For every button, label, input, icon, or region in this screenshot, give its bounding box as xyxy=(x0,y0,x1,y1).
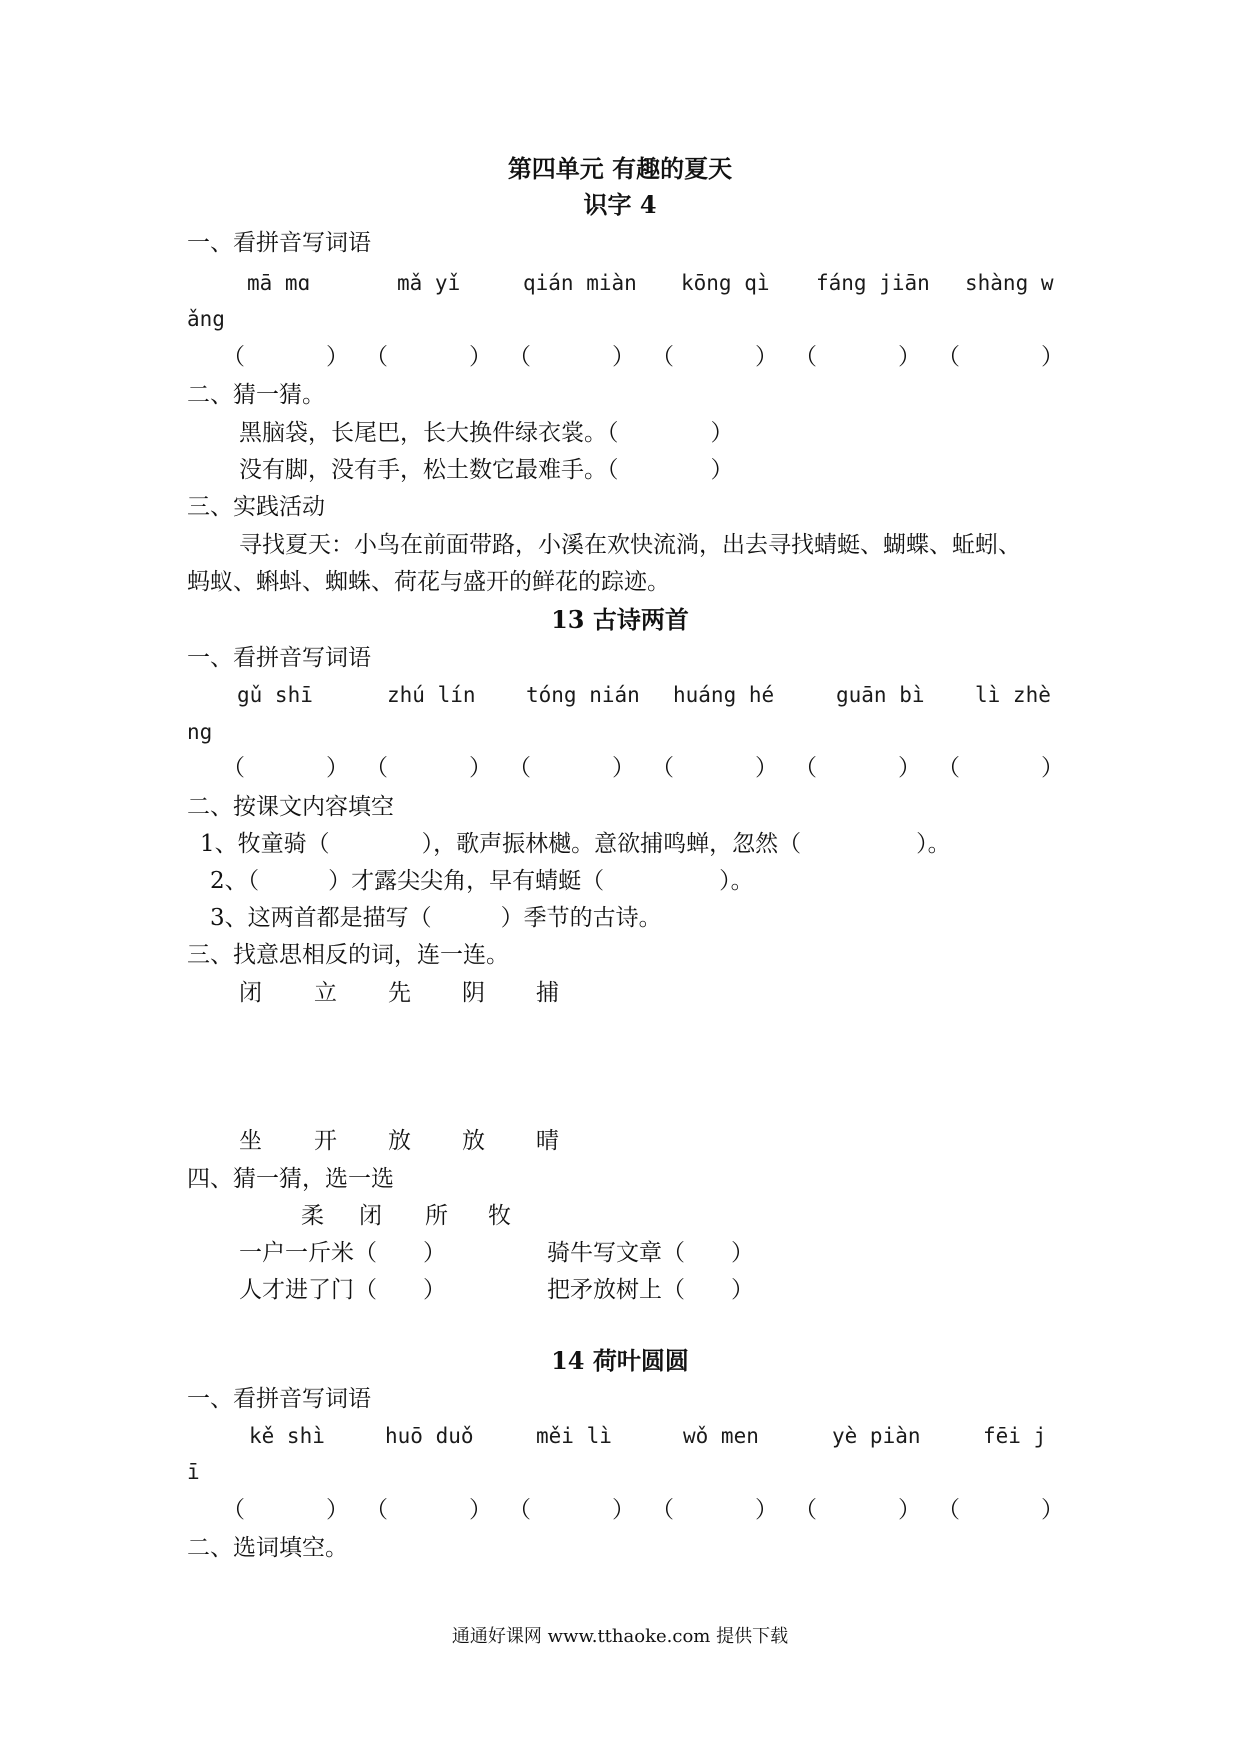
s1-answer-row-open-paren-3: （ xyxy=(508,344,531,370)
s2-answer-row-close-paren-4: ） xyxy=(755,755,778,781)
match-top-word-4[interactable]: 阴 xyxy=(462,980,485,1006)
s3-answer-row-close-paren-5: ） xyxy=(898,1497,921,1523)
s2-answer-row-open-paren-1: （ xyxy=(222,755,245,781)
s2-pinyin-1: gǔ shī xyxy=(237,683,313,707)
s1-pinyin-4: kōng qì xyxy=(681,271,770,295)
s1-pinyin-2: mǎ yǐ xyxy=(397,271,461,295)
s2-pinyin-7: ng xyxy=(187,720,213,744)
s2-pinyin-3: tóng nián xyxy=(526,683,640,707)
s2-riddle-2: 骑牛写文章（ ） xyxy=(547,1240,754,1266)
s3-answer-row-close-paren-2: ） xyxy=(469,1497,492,1523)
choice-char-4: 牧 xyxy=(488,1203,511,1229)
s3-pinyin-1: kě shì xyxy=(249,1424,325,1448)
match-bottom-word-2[interactable]: 开 xyxy=(314,1128,337,1154)
s3-q1-title: 一、看拼音写词语 xyxy=(187,1386,371,1412)
match-top-word-5[interactable]: 捕 xyxy=(536,980,559,1006)
match-top-word-2[interactable]: 立 xyxy=(314,980,337,1006)
choice-char-3: 所 xyxy=(425,1203,448,1229)
s1-riddle-2: 没有脚，没有手，松土数它最难手。（ ） xyxy=(239,457,734,483)
s3-pinyin-4: wǒ men xyxy=(683,1424,759,1448)
unit-title: 第四单元 有趣的夏天 xyxy=(507,154,733,183)
s1-q3-title: 三、实践活动 xyxy=(187,494,325,520)
s2-riddle-1: 一户一斤米（ ） xyxy=(239,1240,446,1266)
lesson-title-1: 识字 4 xyxy=(583,190,657,219)
s3-pinyin-6: fēi j xyxy=(983,1424,1047,1448)
match-top-word-3[interactable]: 先 xyxy=(388,980,411,1006)
s3-answer-row-close-paren-3: ） xyxy=(612,1497,635,1523)
s2-fill-2: 2、（ ）才露尖尖角，早有蜻蜓（ ）。 xyxy=(210,868,754,894)
s2-fill-3: 3、这两首都是描写（ ）季节的古诗。 xyxy=(210,905,662,931)
s2-answer-row-open-paren-5: （ xyxy=(794,755,817,781)
s2-riddle-4: 把矛放树上（ ） xyxy=(547,1277,754,1303)
s2-answer-row-close-paren-3: ） xyxy=(612,755,635,781)
s3-answer-row-close-paren-1: ） xyxy=(326,1497,349,1523)
s1-answer-row-open-paren-1: （ xyxy=(222,344,245,370)
s2-q2-title: 二、按课文内容填空 xyxy=(187,794,394,820)
s2-answer-row-open-paren-2: （ xyxy=(365,755,388,781)
s1-answer-row-close-paren-6: ） xyxy=(1041,344,1064,370)
s3-pinyin-2: huō duǒ xyxy=(385,1424,474,1448)
s2-answer-row-close-paren-1: ） xyxy=(326,755,349,781)
s3-answer-row-open-paren-1: （ xyxy=(222,1497,245,1523)
s2-pinyin-2: zhú lín xyxy=(387,683,476,707)
lesson-title-2: 13 古诗两首 xyxy=(551,605,689,634)
s3-answer-row-open-paren-2: （ xyxy=(365,1497,388,1523)
s1-answer-row-close-paren-3: ） xyxy=(612,344,635,370)
s1-q2-title: 二、猜一猜。 xyxy=(187,382,325,408)
choice-char-1: 柔 xyxy=(301,1203,324,1229)
s3-answer-row-close-paren-4: ） xyxy=(755,1497,778,1523)
s1-answer-row-close-paren-5: ） xyxy=(898,344,921,370)
s2-q3-title: 三、找意思相反的词，连一连。 xyxy=(187,942,509,968)
s2-answer-row-open-paren-6: （ xyxy=(937,755,960,781)
match-top-word-1[interactable]: 闭 xyxy=(239,980,262,1006)
s2-answer-row-close-paren-2: ） xyxy=(469,755,492,781)
s2-q4-title: 四、猜一猜，选一选 xyxy=(187,1166,394,1192)
s1-practice-line-1: 寻找夏天：小鸟在前面带路，小溪在欢快流淌，出去寻找蜻蜓、蝴蝶、蚯蚓、 xyxy=(239,532,1021,558)
choice-char-2: 闭 xyxy=(359,1203,382,1229)
s2-answer-row-close-paren-5: ） xyxy=(898,755,921,781)
s1-pinyin-1: mā mɑ xyxy=(247,271,311,295)
s2-answer-row-close-paren-6: ） xyxy=(1041,755,1064,781)
s1-pinyin-7: ǎng xyxy=(187,307,225,331)
s1-pinyin-5: fáng jiān xyxy=(816,271,930,295)
s2-q1-title: 一、看拼音写词语 xyxy=(187,645,371,671)
match-bottom-word-3[interactable]: 放 xyxy=(388,1128,411,1154)
s1-riddle-1: 黑脑袋，长尾巴，长大换件绿衣裳。（ ） xyxy=(239,420,734,446)
s1-answer-row-open-paren-6: （ xyxy=(937,344,960,370)
s3-answer-row-open-paren-3: （ xyxy=(508,1497,531,1523)
s1-answer-row-open-paren-5: （ xyxy=(794,344,817,370)
s3-q2-title: 二、选词填空。 xyxy=(187,1535,348,1561)
s3-pinyin-7: ī xyxy=(187,1460,200,1484)
s1-q1-title: 一、看拼音写词语 xyxy=(187,230,371,256)
s2-pinyin-5: guān bì xyxy=(836,683,925,707)
s2-pinyin-4: huáng hé xyxy=(673,683,775,707)
lesson-title-3: 14 荷叶圆圆 xyxy=(551,1346,689,1375)
match-bottom-word-4[interactable]: 放 xyxy=(462,1128,485,1154)
match-bottom-word-5[interactable]: 晴 xyxy=(536,1128,559,1154)
s1-answer-row-close-paren-1: ） xyxy=(326,344,349,370)
s1-practice-line-2: 蚂蚁、蝌蚪、蜘蛛、荷花与盛开的鲜花的踪迹。 xyxy=(187,569,670,595)
s2-answer-row-open-paren-3: （ xyxy=(508,755,531,781)
s1-pinyin-3: qián miàn xyxy=(523,271,637,295)
s1-answer-row-close-paren-4: ） xyxy=(755,344,778,370)
s2-answer-row-open-paren-4: （ xyxy=(651,755,674,781)
s3-answer-row-open-paren-5: （ xyxy=(794,1497,817,1523)
s3-pinyin-5: yè piàn xyxy=(832,1424,921,1448)
footer-credit: 通通好课网 www.tthaoke.com 提供下载 xyxy=(451,1626,789,1647)
s1-answer-row-open-paren-2: （ xyxy=(365,344,388,370)
s3-answer-row-open-paren-6: （ xyxy=(937,1497,960,1523)
s3-answer-row-open-paren-4: （ xyxy=(651,1497,674,1523)
s2-fill-1: 1、牧童骑（ ），歌声振林樾。意欲捕鸣蝉，忽然（ ）。 xyxy=(200,831,951,857)
s2-riddle-3: 人才进了门（ ） xyxy=(239,1277,446,1303)
s3-answer-row-close-paren-6: ） xyxy=(1041,1497,1064,1523)
s1-answer-row-open-paren-4: （ xyxy=(651,344,674,370)
s1-pinyin-6: shàng w xyxy=(965,271,1054,295)
match-bottom-word-1[interactable]: 坐 xyxy=(239,1128,262,1154)
s3-pinyin-3: měi lì xyxy=(536,1424,612,1448)
s2-pinyin-6: lì zhè xyxy=(975,683,1051,707)
s1-answer-row-close-paren-2: ） xyxy=(469,344,492,370)
